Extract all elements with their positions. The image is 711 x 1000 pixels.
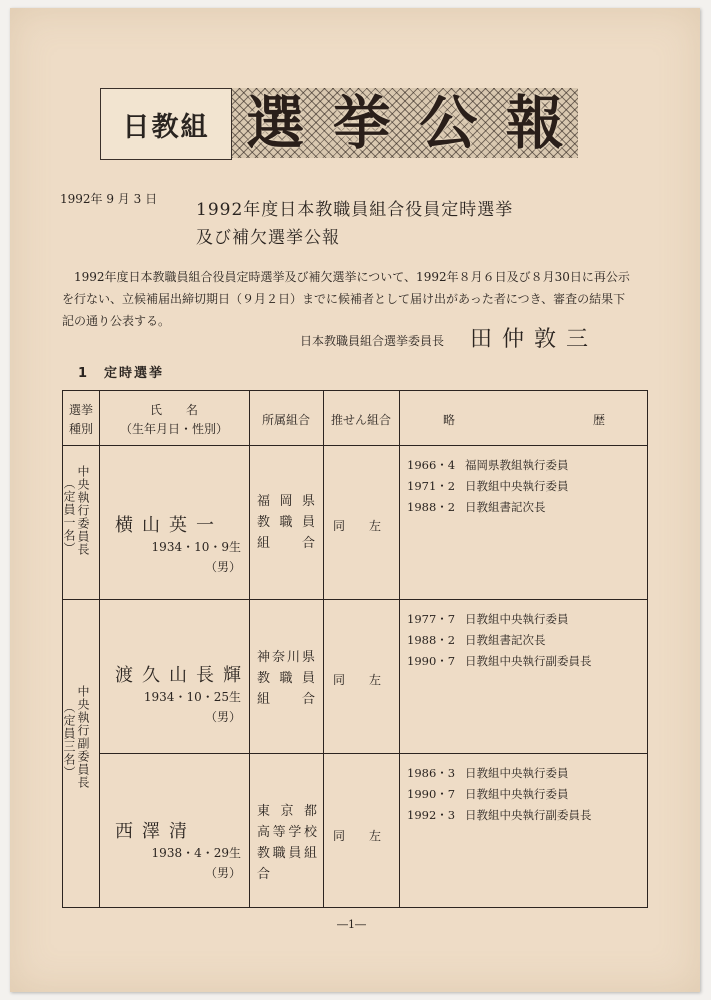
candidate-recommend: 同 左 — [333, 829, 382, 843]
career-year: 1992・3 — [407, 808, 456, 822]
career-entry — [407, 497, 569, 518]
header-recommend: 推せん組合 — [330, 413, 391, 427]
union-line: 高等学校 — [257, 825, 317, 840]
header-type-line: 種別 — [68, 422, 93, 436]
signer-title: 日本教職員組合選挙委員長 — [300, 334, 445, 348]
career-year: 1990・7 — [407, 654, 456, 668]
career-entry — [407, 805, 592, 826]
masthead-org: 日教組 — [100, 88, 232, 160]
union-line: 教職員 — [257, 515, 315, 530]
career-entry — [407, 630, 592, 651]
candidate-birthdate: 1938・4・29生 — [151, 846, 241, 860]
candidate-union — [257, 491, 315, 554]
candidate-recommend: 同 左 — [333, 519, 382, 533]
candidate-career — [407, 455, 569, 518]
document-title-line2: 及び補欠選挙公報 — [196, 228, 340, 248]
candidate-sex: （男） — [204, 866, 241, 880]
candidate-name: 渡久山長輝 — [115, 665, 250, 686]
masthead — [100, 88, 578, 160]
career-entry — [407, 784, 592, 805]
union-line: 組合 — [257, 536, 315, 551]
section-heading: 1 定時選挙 — [78, 366, 165, 381]
candidate-union — [257, 647, 315, 710]
masthead-title — [232, 88, 578, 158]
career-year: 1988・2 — [407, 633, 456, 647]
union-line: 組合 — [257, 692, 315, 707]
career-entry — [407, 651, 592, 672]
union-line: 福岡県 — [257, 494, 315, 509]
header-type — [63, 401, 99, 439]
career-entry — [407, 609, 592, 630]
candidate-name: 横山英一 — [115, 515, 223, 536]
candidate-sex: （男） — [204, 710, 241, 724]
career-entry — [407, 763, 592, 784]
career-entry — [407, 455, 569, 476]
table-divider — [63, 599, 647, 600]
masthead-title-char: 報 — [505, 89, 564, 157]
candidate-sex: （男） — [204, 560, 241, 574]
masthead-title-char: 挙 — [332, 89, 391, 157]
election-quota-1: （定員一名） — [62, 477, 76, 555]
table-divider — [323, 391, 324, 907]
career-text: 日教組中央執行副委員長 — [465, 808, 592, 822]
career-year: 1986・3 — [407, 766, 456, 780]
union-line: 神奈川県 — [257, 650, 315, 665]
career-text: 日教組書記次長 — [465, 500, 546, 514]
candidate-name: 西澤清 — [115, 821, 196, 842]
career-text: 日教組中央執行委員 — [465, 787, 569, 801]
masthead-title-char: 公 — [419, 89, 478, 157]
table-divider — [99, 753, 647, 754]
career-entry — [407, 476, 569, 497]
header-career-a: 略 — [443, 413, 456, 427]
election-type-1: 中央執行委員長 — [76, 465, 90, 556]
career-text: 福岡県教組執行委員 — [465, 458, 569, 472]
candidate-union — [257, 801, 317, 885]
candidate-birth — [113, 843, 241, 883]
career-text: 日教組中央執行委員 — [465, 612, 569, 626]
page-number: ―1― — [337, 918, 366, 931]
candidate-birth — [113, 537, 241, 577]
career-year: 1971・2 — [407, 479, 456, 493]
candidate-birthdate: 1934・10・9生 — [151, 540, 241, 554]
union-line: 東京都 — [257, 804, 317, 819]
masthead-title-char: 選 — [246, 89, 305, 157]
header-type-line: 選挙 — [68, 403, 93, 417]
election-quota-2: （定員三名） — [62, 701, 76, 779]
candidate-table — [62, 390, 648, 908]
career-text: 日教組中央執行委員 — [465, 479, 569, 493]
signer-name: 田仲敦三 — [470, 327, 599, 352]
candidate-recommend: 同 左 — [333, 673, 382, 687]
table-divider — [99, 391, 100, 907]
election-type-2: 中央執行副委員長 — [76, 685, 90, 789]
candidate-career — [407, 609, 592, 672]
table-divider — [63, 445, 647, 446]
career-year: 1990・7 — [407, 787, 456, 801]
union-line: 教職員 — [257, 671, 315, 686]
header-name-sub: （生年月日・性別） — [119, 422, 228, 436]
union-line: 教職員組合 — [257, 846, 317, 882]
career-year: 1977・7 — [407, 612, 456, 626]
document-title-line1: 1992年度日本教職員組合役員定時選挙 — [196, 200, 514, 220]
header-name — [99, 401, 249, 439]
career-text: 日教組中央執行委員 — [465, 766, 569, 780]
candidate-career — [407, 763, 592, 826]
header-name-label: 氏 名 — [149, 403, 198, 417]
header-career-b: 歴 — [593, 413, 606, 427]
career-text: 日教組中央執行副委員長 — [465, 654, 592, 668]
career-year: 1966・4 — [407, 458, 456, 472]
intro-paragraph: 1992年度日本教職員組合役員定時選挙及び補欠選挙について、1992年８月６日及び８月30日に再公示を行ない、立候補届出締切期日（９月２日）までに候補者として届け出があった者につき、審査の結果下記の通り公表する。 — [62, 270, 630, 328]
document-title — [196, 196, 513, 252]
candidate-birth — [113, 687, 241, 727]
table-divider — [249, 391, 250, 907]
issue-date: 1992年 9 月 3 日 — [60, 192, 158, 206]
table-divider — [399, 391, 400, 907]
career-year: 1988・2 — [407, 500, 456, 514]
career-text: 日教組書記次長 — [465, 633, 546, 647]
candidate-birthdate: 1934・10・25生 — [143, 690, 241, 704]
header-union: 所属組合 — [261, 413, 310, 427]
